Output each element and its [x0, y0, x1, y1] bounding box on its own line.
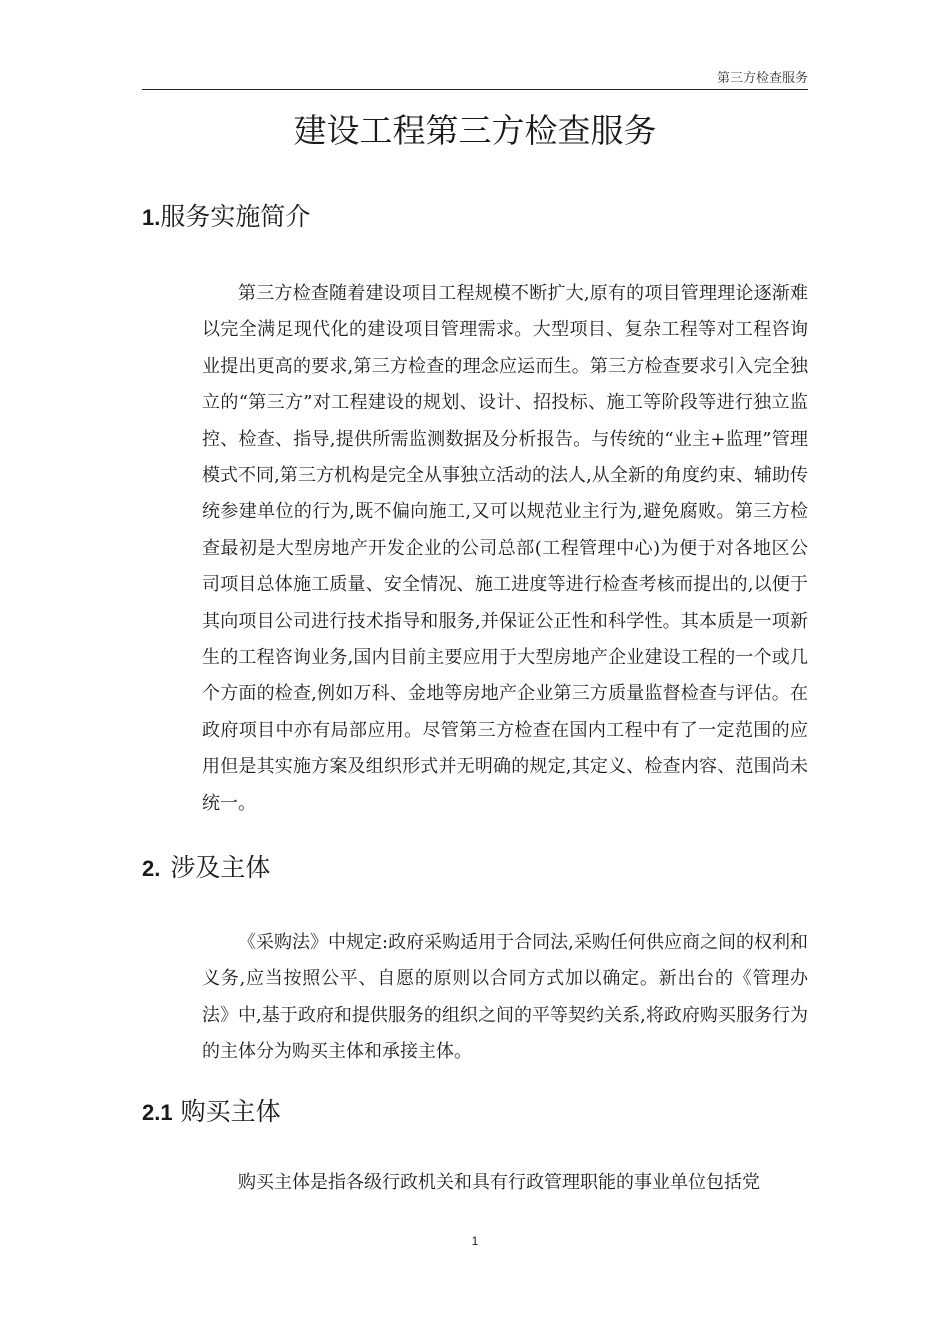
section-title-2: 涉及主体 — [170, 853, 271, 882]
section-heading-1 — [142, 200, 310, 235]
section-number-2-1: 2.1 — [142, 1100, 173, 1125]
section-heading-2 — [142, 851, 270, 886]
section-paragraph-2: 《采购法》中规定:政府采购适用于合同法,采购任何供应商之间的权利和义务,应当按照公平、自愿的原则以合同方式加以确定。新出台的《管理办法》中,基于政府和提供服务的组织之间的平等契约关系,将政府购买服务行为的主体分为购买主体和承接主体。 — [202, 932, 808, 1063]
section-number-2: 2. — [142, 856, 161, 881]
section-title-2-1: 购买主体 — [180, 1097, 281, 1126]
section-paragraph-2-1: 购买主体是指各级行政机关和具有行政管理职能的事业单位包括党 — [238, 1172, 760, 1193]
section-heading-2-1 — [142, 1095, 281, 1130]
section-paragraph-1: 第三方检查随着建设项目工程规模不断扩大,原有的项目管理理论逐渐难以完全满足现代化的建设项目管理需求。大型项目、复杂工程等对工程咨询业提出更高的要求,第三方检查的理念应运而生。第三方检查要求引入完全独立的“第三方”对工程建设的规划、设计、招投标、施工等阶段等进行独立监控、检查、指导,提供所需监测数据及分析报告。与传统的“业主+监理”管理模式不同,第三方机构是完全从事独立活动的法人,从全新的角度约束、辅助传统参建单位的行为,既不偏向施工,又可以规范业主行为,避免腐败。第三方检查最初是大型房地产开发企业的公司总部(工程管理中心)为便于对各地区公司项目总体施工质量、安全情况、施工进度等进行检查考核而提出的,以便于其向项目公司进行技术指导和服务,并保证公正性和科学性。其本质是一项新生的工程咨询业务,国内目前主要应用于大型房地产企业建设工程的一个或几个方面的检查,例如万科、金地等房地产企业第三方质量监督检查与评估。在政府项目中亦有局部应用。尽管第三方检查在国内工程中有了一定范围的应用但是其实施方案及组织形式并无明确的规定,其定义、检查内容、范围尚未统一。 — [202, 283, 808, 814]
section-title-1: 服务实施简介 — [160, 202, 311, 231]
page-number: 1 — [471, 1234, 479, 1248]
document-title: 建设工程第三方检查服务 — [293, 111, 657, 150]
section-number-1: 1. — [142, 205, 161, 230]
running-header: 第三方检查服务 — [716, 71, 808, 86]
header-divider — [142, 89, 808, 90]
